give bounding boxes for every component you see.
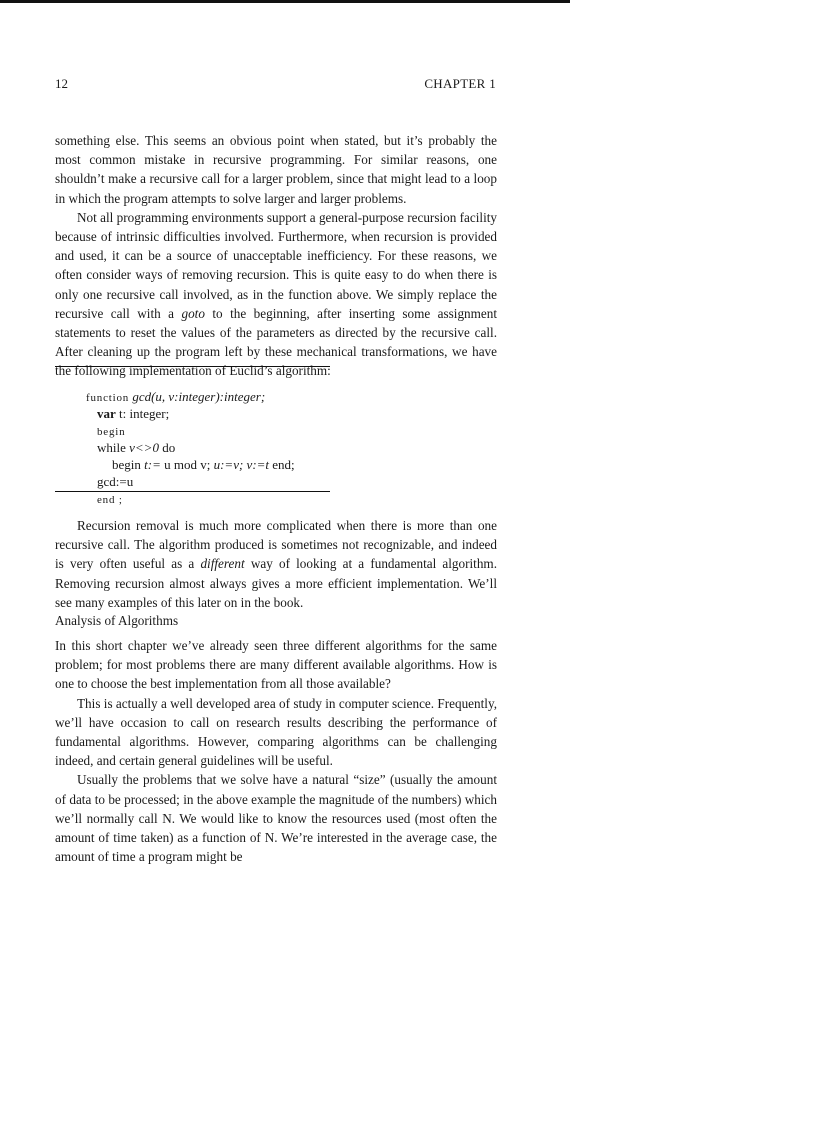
keyword-function: function xyxy=(86,392,130,404)
keyword-while: while xyxy=(97,440,126,455)
paragraph-problem-size: Usually the problems that we solve have a natural “size” (usually the amount of data to be processed; in the above example the magnitude of the numbers) which we’ll normally call N. We would like to know the resources used (most often the amount of time taken) as a function of N. We’re interested in the average case, the amount of time a program might be xyxy=(55,772,497,865)
text-run: to the beginning, after inserting some assignment statements to reset the values of the parameters as directed by the recursive call. After cleaning up the program left by these mechanical transformations, we have the following implementation of Euclid’s algorithm: xyxy=(55,305,497,379)
page-number: 12 xyxy=(55,76,68,91)
code-listing xyxy=(55,366,330,506)
section-heading: Analysis of Algorithms xyxy=(55,613,179,628)
goto-keyword: goto xyxy=(181,305,205,321)
text-run: Recursion removal is much more complicated when there is more than one recursive call. The algorithm produced is sometimes not recognizable, and indeed is very often useful as a xyxy=(55,518,497,572)
paragraph-continuation: something else. This seems an obvious point when stated, but it’s probably the most common mistake in recursive programming. For similar reasons, one shouldn’t make a recursive call for a larger problem, since that might lead to a loop in which the program attempts to solve larger and larger problems. xyxy=(55,133,497,206)
var-declaration: t: integer; xyxy=(115,406,170,421)
body-text-middle xyxy=(55,516,497,612)
function-signature: gcd(u, v:integer):integer; xyxy=(129,389,266,404)
text-run: way of looking at a fundamental algorithm. Removing recursion almost always gives a more efficient implementation. We’ll see many examples of this later on in the book. xyxy=(55,556,497,610)
text-run: Not all programming environments support a general-purpose recursion facility because of intrinsic difficulties involved. Furthermore, when recursion is provided and used, it can be a source of unacceptable inefficiency. For these reasons, we often consider ways of removing recursion. This is quite easy to do when there is only one recursive call involved, as in the function above. We simply replace the recursive call with a xyxy=(55,209,497,321)
different-emphasis: different xyxy=(200,556,245,572)
paragraph-study-area: This is actually a well developed area of study in computer science. Frequently, we’ll have occasion to call on research results describing the performance of fundamental algorithms. However, comparing algorithms can be challenging indeed, and certain general guidelines will be useful. xyxy=(55,695,497,769)
body-text-bottom xyxy=(55,636,497,866)
loop-condition: v<>0 xyxy=(125,440,159,455)
return-assignment: gcd:=u xyxy=(97,474,134,489)
keyword-end-inner: end; xyxy=(269,457,295,472)
paragraph-recursion-facility xyxy=(55,208,497,381)
assign-u-v: u:=v; v:=t xyxy=(213,457,270,472)
keyword-var: var xyxy=(97,406,116,421)
paragraph-three-algorithms: In this short chapter we’ve already seen three different algorithms for the same problem; for most problems there are many different available algorithms. How is one to choose the best implementation from all those available? xyxy=(55,638,497,692)
running-head-chapter: CHAPTER 1 xyxy=(424,76,496,91)
assign-t: t:= xyxy=(140,457,161,472)
keyword-do: do xyxy=(158,440,176,455)
body-text-top xyxy=(55,131,497,381)
keyword-end: end ; xyxy=(97,494,123,506)
mod-expression: u mod v; xyxy=(160,457,214,472)
paragraph-recursion-removal xyxy=(55,516,497,612)
keyword-begin-inner: begin xyxy=(112,457,141,472)
keyword-begin: begin xyxy=(97,426,126,438)
top-rule xyxy=(0,0,570,3)
